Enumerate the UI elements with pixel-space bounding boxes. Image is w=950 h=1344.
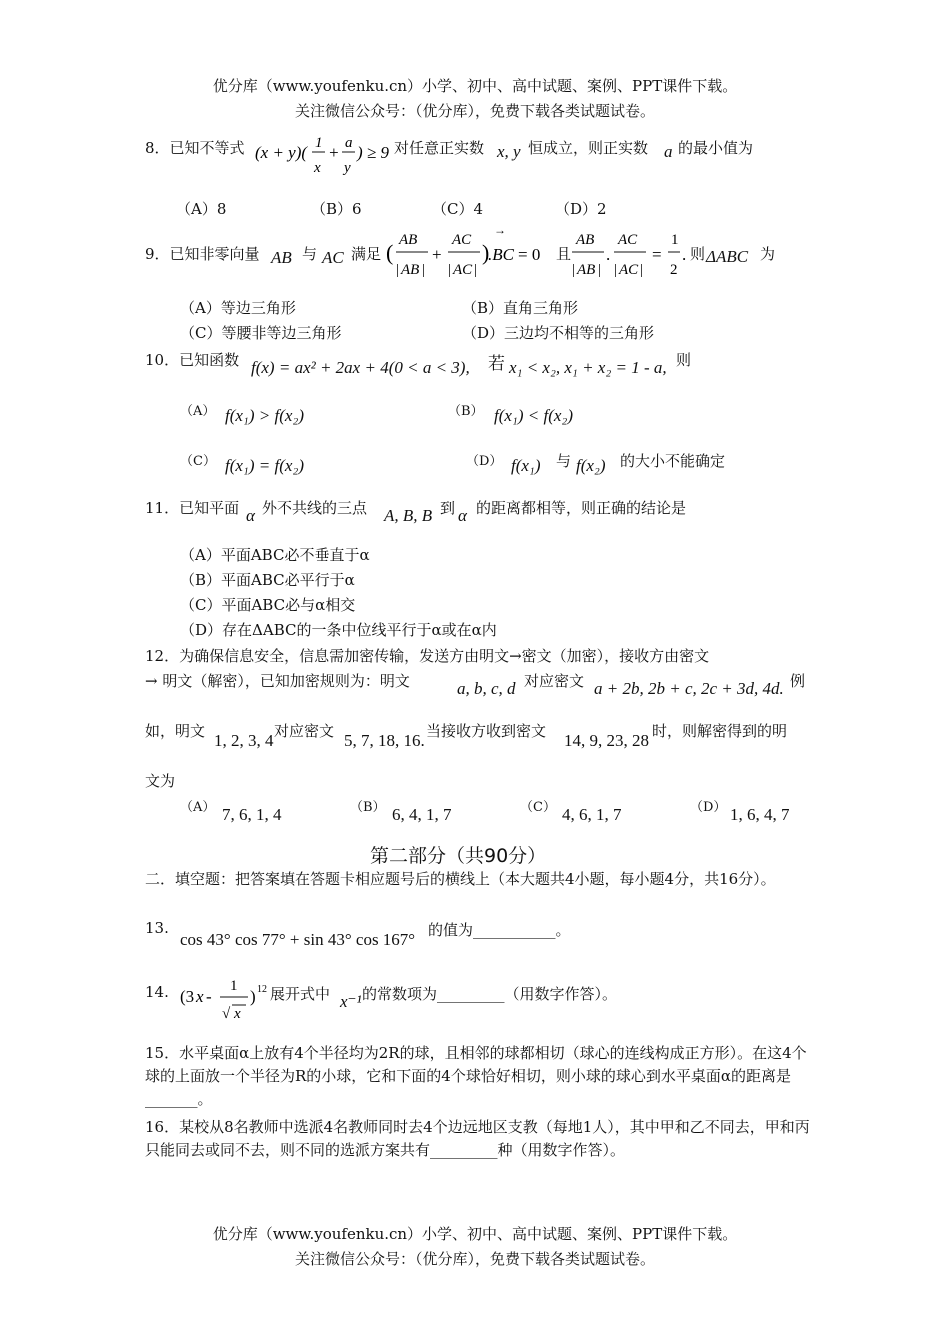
q12-line-4: 文为 (145, 772, 176, 790)
svg-text:): ) (250, 987, 256, 1006)
q9-vector-ac: AC (322, 248, 344, 267)
svg-text:(x + y)(: (x + y)( (255, 143, 308, 162)
q12-line-3d: 时，则解密得到的明 (652, 722, 788, 740)
svg-text:= 0: = 0 (518, 245, 541, 264)
q9-qie: 且 (556, 245, 572, 263)
q12-example-cipher: 5, 7, 18, 16. (344, 731, 425, 750)
q9-vector-ab: AB (271, 248, 292, 267)
q12-received-cipher: 14, 9, 23, 28 (564, 731, 649, 750)
q10-option-d-end: 的大小不能确定 (620, 452, 726, 470)
q12-label-c: （C） (520, 800, 556, 815)
svg-text:AB: AB (401, 262, 420, 278)
svg-text:√: √ (222, 1006, 231, 1022)
q14-end: 的常数项为_________（用数字作答）。 (362, 985, 618, 1003)
q8-rest: 恒成立，则正实数 (528, 139, 649, 157)
q11-alpha: α (246, 506, 255, 525)
svg-text:AB: AB (399, 232, 418, 248)
footer-line-2: 关注微信公众号：（优分库），免费下载各类试题试卷。 (294, 1250, 655, 1268)
q11-option-c: （C）平面ABC必与α相交 (180, 596, 356, 614)
q9-option-d: （D）三边均不相等的三角形 (462, 324, 655, 342)
svg-text:|: | (422, 262, 426, 278)
svg-text:1: 1 (230, 978, 238, 994)
q9-end: 为 (760, 245, 776, 263)
q8-formula (255, 130, 393, 178)
question-16: 16．某校从8名教师中选派4名教师同时去4个边远地区支教（每地1人），其中甲和乙不同去，甲和丙只能同去或同不去，则不同的选派方案共有_________种（用数字作答）。 (145, 1118, 810, 1159)
svg-text:x: x (314, 160, 321, 176)
q10-label-b: （B） (448, 404, 484, 419)
q10-stem: 10．已知函数 (145, 351, 240, 369)
q12-label-b: （B） (350, 800, 386, 815)
svg-text:) ≥ 9: ) ≥ 9 (357, 143, 389, 162)
svg-text:→: → (494, 223, 506, 237)
svg-text:|: | (640, 262, 644, 278)
q9-formula-1 (386, 222, 558, 286)
q12-option-b: 6, 4, 1, 7 (392, 805, 452, 824)
svg-text:|: | (614, 262, 618, 278)
q10-ruo: 若 (488, 354, 505, 374)
question-15: 15．水平桌面α上放有4个半径均为2R的球，且相邻的球都相切（球心的连线构成正方形）。在这4个球的上面放一个半径为R的小球，它和下面的4个球恰好相切，则小球的球心到水平桌面α的距离是_______。 (145, 1044, 807, 1108)
q10-label-d: （D） (466, 454, 503, 469)
q9-triangle: ΔABC (706, 247, 749, 266)
q8-mid: 对任意正实数 (394, 139, 485, 157)
q12-example-plain: 1, 2, 3, 4 (214, 731, 274, 750)
svg-text:1: 1 (671, 232, 679, 248)
q12-label-a: （A） (180, 800, 216, 815)
q12-line-3a: 如，明文 (145, 722, 206, 740)
q12-plain: a, b, c, d (457, 679, 516, 698)
svg-text:|: | (598, 262, 602, 278)
svg-text:.: . (682, 245, 687, 264)
q8-option-d: （D）2 (555, 200, 607, 218)
q12-line-2c: 例 (790, 672, 806, 690)
q11-option-b: （B）平面ABC必平行于α (180, 571, 355, 589)
q9-then: 则 (690, 245, 706, 263)
svg-text:=: = (652, 245, 662, 264)
svg-text:y: y (344, 160, 351, 176)
q8-vars: x, y (497, 142, 521, 161)
header-line-2: 关注微信公众号：（优分库），免费下载各类试题试卷。 (294, 102, 655, 120)
q8-option-b: （B）6 (311, 200, 362, 218)
q9-stem: 9．已知非零向量 (145, 245, 260, 263)
q10-option-d-mid: 与 (556, 452, 572, 470)
q11-option-d: （D）存在ΔABC的一条中位线平行于α或在α内 (180, 621, 497, 639)
q14-number: 14. (145, 983, 169, 1001)
q9-option-a: （A）等边三角形 (180, 299, 296, 317)
svg-text:.BC: .BC (488, 245, 514, 264)
svg-text:-: - (206, 987, 212, 1006)
q12-option-d: 1, 6, 4, 7 (730, 805, 790, 824)
part-2-title: 第二部分（共90分） (370, 845, 547, 867)
svg-text:a: a (345, 135, 353, 151)
q10-condition: x₁ < x₂, x₁ + x₂ = 1 - a, (509, 358, 667, 377)
q13-expression: cos 43° cos 77° + sin 43° cos 167° (180, 930, 416, 949)
q8-option-a: （A）8 (176, 200, 227, 218)
q11-points: A, B, B (384, 506, 433, 525)
q10-label-c: （C） (180, 454, 216, 469)
svg-text:AC: AC (619, 262, 639, 278)
q8-option-c: （C）4 (432, 200, 484, 218)
svg-text:+: + (328, 143, 340, 162)
q9-and: 与 (302, 245, 318, 263)
q11-end: 的距离都相等，则正确的结论是 (476, 499, 687, 517)
q12-line-3c: 当接收方收到密文 (426, 722, 547, 740)
q12-line-2b: 对应密文 (524, 672, 585, 690)
q9-expr1 (386, 222, 558, 290)
svg-text:|: | (572, 262, 576, 278)
q10-option-a: f(x₁) > f(x₂) (225, 406, 304, 425)
svg-text:x: x (234, 1006, 241, 1022)
q12-option-c: 4, 6, 1, 7 (562, 805, 622, 824)
q14-term: x⁻¹ (340, 992, 362, 1011)
q12-cipher: a + 2b, 2b + c, 2c + 3d, 4d. (594, 679, 784, 698)
q8-expression (255, 130, 393, 183)
q10-option-d-expr2: f(x₂) (576, 456, 606, 475)
header-line-1: 优分库（www.youfenku.cn）小学、初中、高中试题、案例、PPT课件下载。 (212, 77, 738, 95)
q10-function: f(x) = ax² + 2ax + 4(0 < a < 3), (251, 358, 470, 377)
q14-formula (180, 972, 274, 1028)
footer-line-1: 优分库（www.youfenku.cn）小学、初中、高中试题、案例、PPT课件下载。 (212, 1225, 738, 1243)
q9-option-b: （B）直角三角形 (462, 299, 579, 317)
q12-label-d: （D） (690, 800, 727, 815)
q9-formula-2 (570, 222, 710, 286)
svg-text:AC: AC (453, 262, 473, 278)
q10-option-b: f(x₁) < f(x₂) (494, 406, 573, 425)
q13-number: 13. (145, 919, 169, 937)
q13-end: 的值为___________。 (428, 921, 571, 939)
q11-option-a: （A）平面ABC必不垂直于α (180, 546, 370, 564)
svg-text:.: . (606, 245, 611, 264)
q8-stem: 8．已知不等式 (145, 139, 245, 157)
q14-expression (180, 972, 274, 1032)
q12-line-2a: → 明文（解密），已知加密规则为：明文 (145, 672, 410, 690)
q12-line-1: 12．为确保信息安全，信息需加密传输，发送方由明文→密文（加密），接收方由密文 (145, 647, 710, 665)
svg-text:(3: (3 (180, 987, 195, 1006)
part-2-instructions: 二．填空题：把答案填在答题卡相应题号后的横线上（本大题共4小题，每小题4分，共16分）。 (145, 870, 776, 888)
q11-to: 到 (440, 499, 456, 517)
svg-text:AB: AB (577, 262, 596, 278)
svg-text:|: | (448, 262, 452, 278)
svg-text:|: | (474, 262, 478, 278)
q11-mid: 外不共线的三点 (262, 499, 368, 517)
svg-text:1: 1 (315, 135, 323, 151)
q9-option-c: （C）等腰非等边三角形 (180, 324, 342, 342)
svg-text:x: x (196, 987, 204, 1006)
svg-text:AB: AB (576, 232, 595, 248)
q11-alpha-2: α (458, 506, 467, 525)
svg-text:(: ( (386, 240, 394, 265)
q10-option-c: f(x₁) = f(x₂) (225, 456, 304, 475)
svg-text:AC: AC (452, 232, 472, 248)
q8-var-a: a (664, 142, 673, 161)
svg-text:+: + (432, 245, 442, 264)
q8-end: 的最小值为 (678, 139, 754, 157)
q14-mid: 展开式中 (270, 985, 331, 1003)
svg-text:|: | (396, 262, 400, 278)
q12-line-3b: 对应密文 (274, 722, 335, 740)
svg-text:): ) (482, 240, 490, 265)
q12-option-a: 7, 6, 1, 4 (222, 805, 282, 824)
q10-label-a: （A） (180, 404, 216, 419)
q10-then: 则 (676, 351, 692, 369)
q9-cond: 满足 (351, 245, 382, 263)
svg-text:12: 12 (257, 984, 267, 995)
q9-expr2 (570, 222, 710, 290)
q11-stem: 11．已知平面 (145, 499, 240, 517)
svg-text:2: 2 (670, 262, 678, 278)
q10-option-d-expr1: f(x₁) (511, 456, 541, 475)
svg-text:AC: AC (618, 232, 638, 248)
